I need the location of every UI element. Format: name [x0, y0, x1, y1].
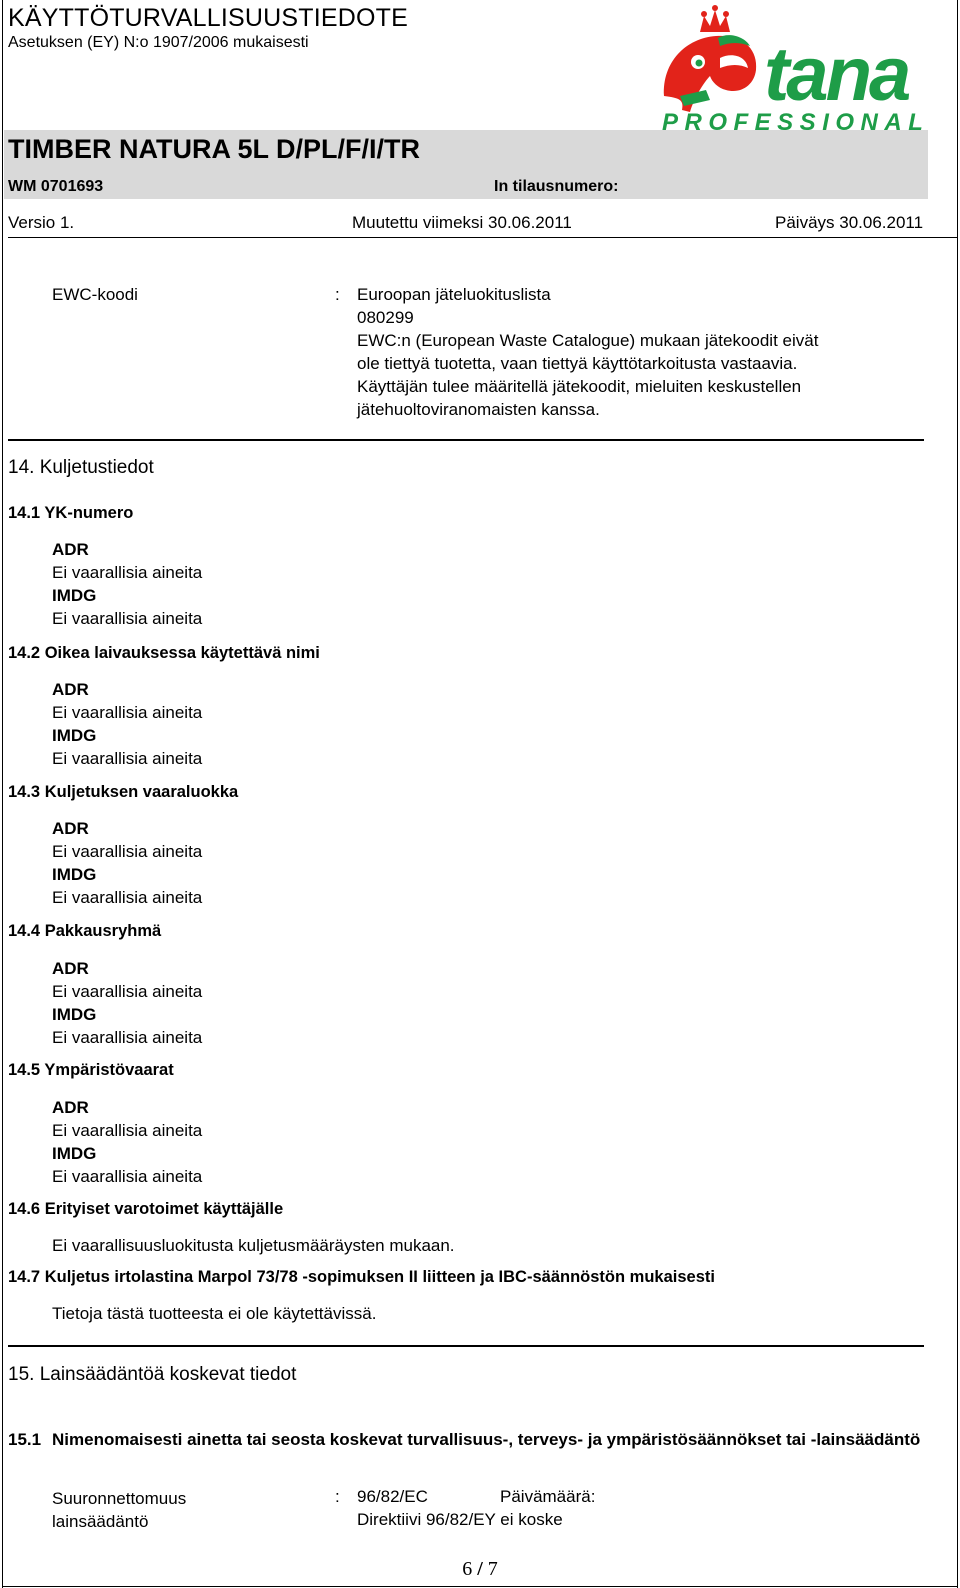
regulation-label: [52, 1487, 186, 1533]
imdg-value: Ei vaarallisia aineita: [52, 1167, 203, 1186]
page-border-right: [957, 0, 958, 1588]
page-total: 7: [487, 1558, 498, 1580]
regulation-directive: 96/82/EC: [357, 1487, 428, 1506]
date-text: Päiväys 30.06.2011: [775, 213, 924, 232]
adr-label: ADR: [52, 959, 89, 978]
page-current: 6: [462, 1558, 473, 1580]
imdg-value: Ei vaarallisia aineita: [52, 1028, 203, 1047]
subsection-14-3-body: [52, 817, 202, 909]
svg-text:tana: tana: [764, 32, 909, 117]
adr-value: Ei vaarallisia aineita: [52, 563, 203, 582]
header-divider: [8, 237, 958, 238]
ewc-code-value: [357, 283, 818, 421]
page-number: [0, 1558, 960, 1581]
regulation-note: Direktiivi 96/82/EY ei koske: [357, 1510, 563, 1529]
document-title: KÄYTTÖTURVALLISUUSTIEDOTE: [8, 4, 408, 32]
imdg-label: IMDG: [52, 1144, 97, 1163]
modified-text: Muutettu viimeksi 30.06.2011: [352, 213, 572, 232]
subsection-14-2-title: 14.2 Oikea laivauksessa käytettävä nimi: [8, 644, 320, 662]
page-border-bottom: [2, 1586, 958, 1587]
adr-value: Ei vaarallisia aineita: [52, 1121, 203, 1140]
ewc-line: ole tiettyä tuotetta, vaan tiettyä käyttötarkoitusta vastaavia.: [357, 354, 798, 373]
imdg-value: Ei vaarallisia aineita: [52, 888, 203, 907]
imdg-value: Ei vaarallisia aineita: [52, 749, 203, 768]
crown-icon: [700, 5, 730, 32]
imdg-label: IMDG: [52, 586, 97, 605]
ewc-colon: :: [335, 285, 340, 304]
imdg-value: Ei vaarallisia aineita: [52, 609, 203, 628]
ewc-line: EWC:n (European Waste Catalogue) mukaan jätekoodit eivät: [357, 331, 819, 350]
subsection-14-5-title: 14.5 Ympäristövaarat: [8, 1061, 174, 1079]
professional-tagline: PROFESSIONAL: [662, 109, 930, 134]
subsection-14-7-title: 14.7 Kuljetus irtolastina Marpol 73/78 -sopimuksen II liitteen ja IBC-säännöstön mukaisesti: [8, 1268, 715, 1286]
section-14-divider: [8, 439, 924, 441]
product-name: TIMBER NATURA 5L D/PL/F/I/TR: [8, 134, 420, 164]
document-subtitle: Asetuksen (EY) N:o 1907/2006 mukaisesti: [8, 34, 309, 51]
adr-label: ADR: [52, 680, 89, 699]
adr-label: ADR: [52, 540, 89, 559]
subsection-15-1-text: Nimenomaisesti ainetta tai seosta koskevat turvallisuus-, terveys- ja ympäristösäännökset tai -lainsäädäntö: [52, 1430, 921, 1449]
subsection-14-6-text: Ei vaarallisuusluokitusta kuljetusmääräysten mukaan.: [52, 1236, 455, 1255]
adr-value: Ei vaarallisia aineita: [52, 982, 203, 1001]
imdg-label: IMDG: [52, 1005, 97, 1024]
adr-label: ADR: [52, 1098, 89, 1117]
regulation-date-label: Päivämäärä:: [500, 1487, 596, 1506]
subsection-14-6-title: 14.6 Erityiset varotoimet käyttäjälle: [8, 1200, 284, 1218]
regulation-label-line: lainsäädäntö: [52, 1512, 149, 1531]
adr-label: ADR: [52, 819, 89, 838]
subsection-14-2-body: [52, 678, 202, 770]
section-15-title: 15. Lainsäädäntöä koskevat tiedot: [8, 1364, 297, 1385]
imdg-label: IMDG: [52, 865, 97, 884]
product-code: WM 0701693: [8, 178, 104, 195]
regulation-colon: :: [335, 1487, 340, 1506]
ewc-code-label: EWC-koodi: [52, 285, 138, 304]
page-separator: /: [477, 1558, 483, 1580]
adr-value: Ei vaarallisia aineita: [52, 703, 203, 722]
page-border-left: [2, 0, 3, 1588]
section-15-divider: [8, 1345, 924, 1347]
subsection-14-5-body: [52, 1096, 202, 1188]
subsection-14-1-body: [52, 538, 202, 630]
subsection-14-1-title: 14.1 YK-numero: [8, 504, 134, 522]
tana-professional-logo: [660, 2, 956, 134]
subsection-15-1-number: 15.1: [8, 1430, 42, 1449]
subsection-14-4-body: [52, 957, 202, 1049]
adr-value: Ei vaarallisia aineita: [52, 842, 203, 861]
frog-icon: [664, 35, 756, 112]
section-14-title: 14. Kuljetustiedot: [8, 457, 154, 478]
subsection-14-4-title: 14.4 Pakkausryhmä: [8, 922, 162, 940]
order-number-label: In tilausnumero:: [494, 178, 619, 195]
version-text: Versio 1.: [8, 213, 75, 232]
imdg-label: IMDG: [52, 726, 97, 745]
ewc-line: jätehuoltoviranomaisten kanssa.: [357, 400, 600, 419]
regulation-label-line: Suuronnettomuus: [52, 1489, 187, 1508]
ewc-line: Käyttäjän tulee määritellä jätekoodit, mieluiten keskustellen: [357, 377, 802, 396]
ewc-line: 080299: [357, 308, 414, 327]
subsection-14-3-title: 14.3 Kuljetuksen vaaraluokka: [8, 783, 239, 801]
ewc-line: Euroopan jäteluokituslista: [357, 285, 551, 304]
tana-wordmark: [764, 32, 910, 117]
subsection-14-7-text: Tietoja tästä tuotteesta ei ole käytettävissä.: [52, 1304, 377, 1323]
